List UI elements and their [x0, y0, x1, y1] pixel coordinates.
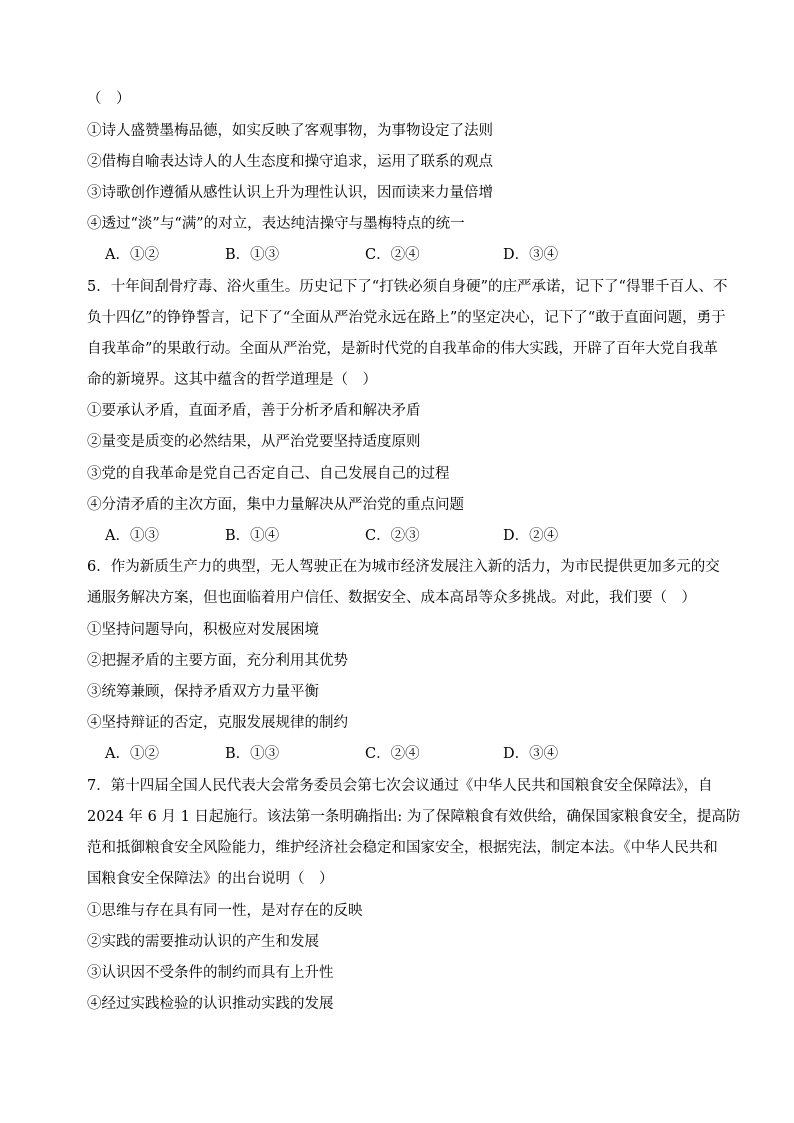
q4-option-b[interactable]: B．①③: [225, 247, 280, 263]
q4-option-d[interactable]: D．③④: [503, 247, 559, 263]
q4-options: [105, 245, 705, 265]
q6-choice-1: ①坚持问题导向，积极应对发展困境: [87, 622, 319, 638]
q5-choice-3: ③党的自我革命是党自己否定自己、自己发展自己的过程: [87, 466, 450, 482]
q6-stem-line-1: 6．作为新质生产力的典型，无人驾驶正在为城市经济发展注入新的活力，为市民提供更加多元的交: [87, 559, 720, 575]
q7-choice-4: ④经过实践检验的认识推动实践的发展: [87, 996, 334, 1012]
q5-stem-line-3: 自我革命”的果敢行动。全面从严治党，是新时代党的自我革命的伟大实践，开辟了百年大党自我革: [87, 341, 718, 357]
q7-choice-3: ③认识因不受条件的制约而具有上升性: [87, 965, 334, 981]
q7-stem-line-4: 国粮食安全保障法》的出台说明（ ）: [87, 871, 334, 887]
q6-options: [105, 744, 705, 764]
q6-option-a[interactable]: A．①②: [105, 746, 159, 762]
q7-stem-line-1: 7．第十四届全国人民代表大会常务委员会第七次会议通过《中华人民共和国粮食安全保障法》，自: [87, 778, 713, 794]
q5-option-a[interactable]: A．①③: [105, 528, 159, 544]
q5-choice-4: ④分清矛盾的主次方面，集中力量解决从严治党的重点问题: [87, 497, 464, 513]
q6-option-c[interactable]: C．②④: [365, 746, 420, 762]
q4-option-c[interactable]: C．②④: [365, 247, 420, 263]
q5-choice-1: ①要承认矛盾，直面矛盾，善于分析矛盾和解决矛盾: [87, 403, 421, 419]
q6-choice-3: ③统筹兼顾，保持矛盾双方力量平衡: [87, 684, 319, 700]
q5-options: [105, 526, 705, 546]
q4-option-a[interactable]: A．①②: [105, 247, 159, 263]
q7-choice-2: ②实践的需要推动认识的产生和发展: [87, 934, 319, 950]
q6-choice-2: ②把握矛盾的主要方面，充分利用其优势: [87, 653, 348, 669]
q4-choice-2: ②借梅自喻表达诗人的人生态度和操守追求，运用了联系的观点: [87, 154, 493, 170]
q4-choice-3: ③诗歌创作遵循从感性认识上升为理性认识，因而读来力量倍增: [87, 185, 493, 201]
q7-stem-line-2: 2024 年 6 月 1 日起施行。该法第一条明确指出: 为了保障粮食有效供给，确保国家粮食安全，提高防: [87, 809, 741, 825]
q6-choice-4: ④坚持辩证的否定，克服发展规律的制约: [87, 715, 348, 731]
q6-stem-line-2: 通服务解决方案，但也面临着用户信任、数据安全、成本高昂等众多挑战。对此，我们要（ ）: [87, 590, 696, 606]
q7-choice-1: ①思维与存在具有同一性，是对存在的反映: [87, 903, 363, 919]
q5-choice-2: ②量变是质变的必然结果，从严治党要坚持适度原则: [87, 434, 421, 450]
q4-choice-4: ④透过“淡”与“满”的对立，表达纯洁操守与墨梅特点的统一: [87, 216, 465, 232]
q7-stem-line-3: 范和抵御粮食安全风险能力，维护经济社会稳定和国家安全，根据宪法，制定本法。《中华人民共和: [87, 840, 718, 856]
q4-answer-blank: （ ）: [87, 91, 131, 107]
q5-stem-line-4: 命的新境界。这其中蕴含的哲学道理是（ ）: [87, 372, 377, 388]
q4-choice-1: ①诗人盛赞墨梅品德，如实反映了客观事物，为事物设定了法则: [87, 123, 493, 139]
q5-option-d[interactable]: D．②④: [503, 528, 559, 544]
q5-option-c[interactable]: C．②③: [365, 528, 420, 544]
q5-option-b[interactable]: B．①④: [225, 528, 280, 544]
q5-stem-line-1: 5．十年间刮骨疗毒、浴火重生。历史记下了“打铁必须自身硬”的庄严承诺，记下了“得罪千百人、不: [87, 279, 728, 295]
q6-option-d[interactable]: D．③④: [503, 746, 559, 762]
q6-option-b[interactable]: B．①③: [225, 746, 280, 762]
q5-stem-line-2: 负十四亿”的铮铮誓言，记下了“全面从严治党永远在路上”的坚定决心，记下了“敢于直面问题，勇于: [87, 310, 726, 326]
